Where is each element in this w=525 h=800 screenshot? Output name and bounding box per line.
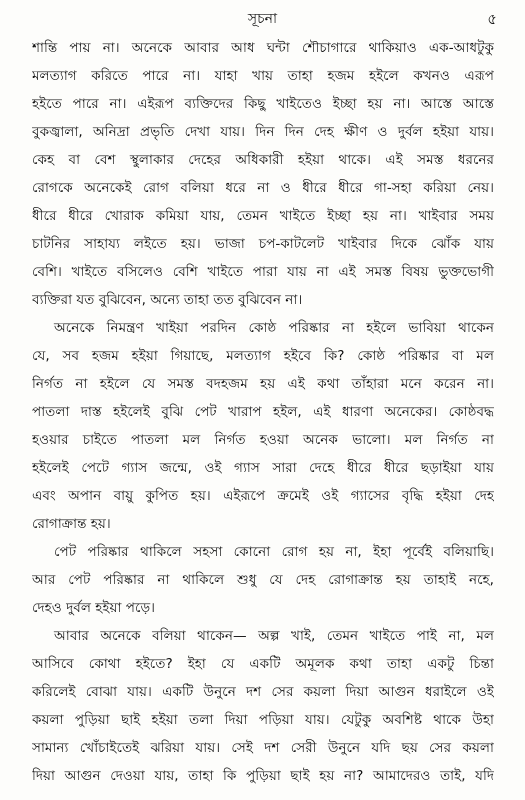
text-line: হওয়ার চাইতে পাতলা মল নির্গত হওয়া অনেক ভালো। মল নির্গত না [32, 432, 494, 448]
text-line: আর পেট পরিষ্কার না থাকিলে শুধু যে দেহ রোগাক্রান্ত হয় তাহাই নহে, [32, 572, 494, 588]
text-line: নির্গত না হইলে যে সমস্ত বদহজম হয় এই কথা তাঁহারা মনে করেন না। [32, 376, 494, 392]
text-line: হইলেই পেটে গ্যাস জন্মে, ওই গ্যাস সারা দেহে ধীরে ধীরে ছড়াইয়া যায় [32, 460, 494, 476]
text-line: সামান্য খোঁচাইতেই ঝরিয়া যায়। সেই দশ সেরী উনুনে যদি ছয় সের কয়লা [32, 740, 494, 756]
text-line: করিলেই বোঝা যায়। একটি উনুনে দশ সের কয়লা দিয়া আগুন ধরাইলে ওই [32, 684, 494, 700]
text-line: এবং অপান বায়ু কুপিত হয়। এইরূপে ক্রমেই ওই গ্যাসের বৃদ্ধি হইয়া দেহ [32, 488, 494, 504]
paragraph-last-line: রোগাক্রান্ত হয়। [32, 516, 111, 532]
page-number: ৫ [487, 10, 497, 28]
paragraph-first-line: আবার অনেকে বলিয়া থাকেন— অল্প খাই, তেমন খাইতে পাই না, মল [54, 628, 494, 644]
text-line: বুকজ্বালা, অনিদ্রা প্রভৃতি দেখা যায়। দিন দিন দেহ ক্ষীণ ও দুর্বল হইয়া যায়। [32, 124, 494, 140]
text-line: আসিবে কোথা হইতে? ইহা যে একটি অমূলক কথা তাহা একটু চিন্তা [32, 656, 494, 672]
paragraph-first-line: পেট পরিষ্কার থাকিলে সহসা কোনো রোগ হয় না, ইহা পূর্বেই বলিয়াছি। [54, 544, 494, 560]
running-head [0, 8, 525, 30]
text-line: রোগকে অনেকেই রোগ বলিয়া ধরে না ও ধীরে ধীরে গা-সহা করিয়া নেয়। [32, 180, 494, 196]
text-line: কেহ বা বেশ স্থুলাকার দেহের অধিকারী হইয়া থাকে। এই সমস্ত ধরনের [32, 152, 494, 168]
text-line: মলত্যাগ করিতে পারে না। যাহা খায় তাহা হজম হইলে কখনও এরূপ [32, 68, 494, 84]
chapter-title: সূচনা [247, 11, 278, 27]
paragraph-last-line: দেহও দুর্বল হইয়া পড়ে। [32, 600, 156, 616]
text-line: কয়লা পুড়িয়া ছাই হইয়া তলা দিয়া পড়িয়া যায়। যেটুকু অবশিষ্ট থাকে উহা [32, 712, 494, 728]
paragraph-first-line: অনেকে নিমন্ত্রণ খাইয়া পরদিন কোষ্ঠ পরিষ্কার না হইলে ভাবিয়া থাকেন [54, 320, 494, 336]
body-text [32, 34, 494, 790]
text-line: শান্তি পায় না। অনেকে আবার আধ ঘন্টা শৌচাগারে থাকিয়াও এক-আধটুকু [32, 40, 494, 56]
text-line: ধীরে ধীরে খোরাক কমিয়া যায়, তেমন খাইতে ইচ্ছা হয় না। খাইবার সময় [32, 208, 494, 224]
text-line: চাটনির সাহায্য লইতে হয়। ভাজা চপ-কাটলেট খাইবার দিকে ঝোঁক যায় [32, 236, 494, 252]
text-line: পাতলা দাস্ত হইলেই বুঝি পেট খারাপ হইল, এই ধারণা অনেকের। কোষ্ঠবদ্ধ [32, 404, 494, 420]
paragraph-last-line: ব্যক্তিরা যত বুঝিবেন, অন্যে তাহা তত বুঝিবেন না। [32, 292, 303, 308]
text-line: হইতে পারে না। এইরূপ ব্যক্তিদের কিছু খাইতেও ইচ্ছা হয় না। আস্তে আস্তে [32, 96, 494, 112]
text-line: যে, সব হজম হইয়া গিয়াছে, মলত্যাগ হইবে কি? কোষ্ঠ পরিষ্কার বা মল [32, 348, 494, 364]
text-line: দিয়া আগুন দেওয়া যায়, তাহা কি পুড়িয়া ছাই হয় না? আমাদেরও তাই, যদি [32, 768, 494, 784]
text-line: বেশি। খাইতে বসিলেও বেশি খাইতে পারা যায় না এই সমস্ত বিষয় ভুক্তভোগী [32, 264, 494, 280]
